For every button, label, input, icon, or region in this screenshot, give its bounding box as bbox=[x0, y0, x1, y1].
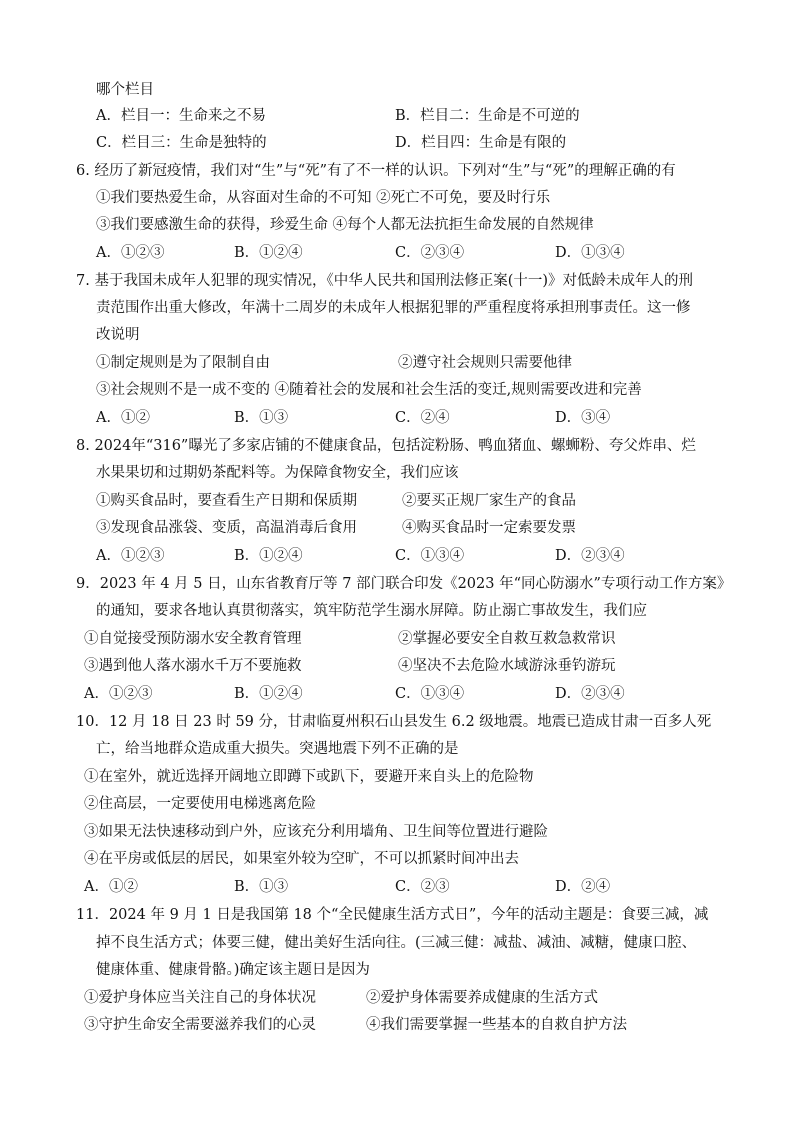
q11-stem-line2: 掉不良生活方式；体要三健，健出美好生活向往。(三减三健：减盐、减油、减糖，健康口腔、 bbox=[96, 935, 697, 951]
q9-option-d: D．②③④ bbox=[555, 686, 625, 702]
q9-item-4: ④坚决不去危险水域游泳垂钓游玩 bbox=[398, 658, 616, 674]
q5-option-c: C．栏目三：生命是独特的 bbox=[96, 135, 267, 151]
q10-item-1: ①在室外，就近选择开阔地立即蹲下或趴下，要避开来自头上的危险物 bbox=[84, 769, 534, 785]
q9-option-a: A．①②③ bbox=[84, 686, 153, 702]
q9-item-1: ①自觉接受预防溺水安全教育管理 bbox=[84, 631, 302, 647]
q7-option-c: C．②④ bbox=[395, 410, 450, 426]
q5-option-b: B．栏目二：生命是不可逆的 bbox=[395, 108, 580, 124]
q9-item-3: ③遇到他人落水溺水千万不要施救 bbox=[84, 658, 302, 674]
q6-stem: 6. 经历了新冠疫情，我们对“生”与“死”有了不一样的认识。下列对“生”与“死”的理解正确的有 bbox=[76, 163, 676, 179]
q11-stem-line1: 11．2024 年 9 月 1 日是我国第 18 个“全民健康生活方式日”，今年的活动主题是：食要三减，减 bbox=[76, 907, 709, 923]
q11-item-1: ①爱护身体应当关注自己的身体状况 bbox=[84, 990, 316, 1006]
q7-items-row2: ③社会规则不是一成不变的 ④随着社会的发展和社会生活的变迁,规则需要改进和完善 bbox=[96, 382, 642, 398]
q9-item-2: ②掌握必要安全自救互救急救常识 bbox=[398, 631, 616, 647]
q6-items-row1: ①我们要热爱生命，从容面对生命的不可知 ②死亡不可免，要及时行乐 bbox=[96, 190, 551, 206]
q6-option-a: A．①②③ bbox=[96, 245, 165, 261]
q9-stem-line1: 9．2023 年 4 月 5 日，山东省教育厅等 7 部门联合印发《2023 年“同心防溺水”专项行动工作方案》 bbox=[76, 576, 732, 592]
q11-item-4: ④我们需要掌握一些基本的自救自护方法 bbox=[366, 1017, 627, 1033]
q11-item-3: ③守护生命安全需要滋养我们的心灵 bbox=[84, 1017, 316, 1033]
q8-stem-line2: 水果果切和过期奶茶配料等。为保障食物安全，我们应该 bbox=[96, 465, 459, 481]
q9-option-b: B．①②④ bbox=[234, 686, 303, 702]
q7-stem-line2: 责范围作出重大修改，年满十二周岁的未成年人根据犯罪的严重程度将承担刑事责任。这一修 bbox=[96, 300, 691, 316]
q10-item-4: ④在平房或低层的居民，如果室外较为空旷，不可以抓紧时间冲出去 bbox=[84, 851, 519, 867]
q10-item-3: ③如果无法快速移动到户外，应该充分利用墙角、卫生间等位置进行避险 bbox=[84, 824, 548, 840]
q10-item-2: ②住高层，一定要使用电梯逃离危险 bbox=[84, 796, 316, 812]
q10-option-a: A．①② bbox=[84, 879, 138, 895]
q7-item-1: ①制定规则是为了限制自由 bbox=[96, 355, 270, 371]
q7-option-a: A．①② bbox=[96, 410, 150, 426]
q10-option-d: D．②④ bbox=[555, 879, 611, 895]
q5-option-a: A．栏目一：生命来之不易 bbox=[96, 108, 266, 124]
q8-option-a: A．①②③ bbox=[96, 548, 165, 564]
q7-stem-line1: 7. 基于我国未成年人犯罪的现实情况，《中华人民共和国刑法修正案(十一)》对低龄未成年人的刑 bbox=[76, 273, 694, 289]
q6-items-row2: ③我们要感激生命的获得，珍爱生命 ④每个人都无法抗拒生命发展的自然规律 bbox=[96, 217, 594, 233]
q11-item-2: ②爱护身体需要养成健康的生活方式 bbox=[366, 990, 598, 1006]
q7-option-d: D．③④ bbox=[555, 410, 611, 426]
q7-option-b: B．①③ bbox=[234, 410, 289, 426]
q8-stem-line1: 8. 2024年“316”曝光了多家店铺的不健康食品，包括淀粉肠、鸭血猪血、螺蛳粉、夸父炸串、烂 bbox=[76, 438, 696, 454]
q10-stem-line1: 10．12 月 18 日 23 时 59 分，甘肃临夏州积石山县发生 6.2 级地震。地震已造成甘肃一百多人死 bbox=[76, 714, 712, 730]
q6-option-b: B．①②④ bbox=[234, 245, 303, 261]
q10-option-c: C．②③ bbox=[395, 879, 450, 895]
q8-option-d: D．②③④ bbox=[555, 548, 625, 564]
q8-item-4: ④购买食品时一定索要发票 bbox=[402, 520, 576, 536]
q10-option-b: B．①③ bbox=[234, 879, 289, 895]
q8-option-c: C．①③④ bbox=[395, 548, 465, 564]
q8-option-b: B．①②④ bbox=[234, 548, 303, 564]
q8-item-1: ①购买食品时，要查看生产日期和保质期 bbox=[96, 493, 357, 509]
q7-stem-line3: 改说明 bbox=[96, 327, 140, 343]
q9-option-c: C．①③④ bbox=[395, 686, 465, 702]
q8-item-2: ②要买正规厂家生产的食品 bbox=[402, 493, 576, 509]
q7-item-2: ②遵守社会规则只需要他律 bbox=[398, 355, 572, 371]
q9-stem-line2: 的通知，要求各地认真贯彻落实，筑牢防范学生溺水屏障。防止溺亡事故发生，我们应 bbox=[96, 603, 647, 619]
q6-option-c: C．②③④ bbox=[395, 245, 465, 261]
q8-item-3: ③发现食品涨袋、变质，高温消毒后食用 bbox=[96, 520, 357, 536]
continued-question-text: 哪个栏目 bbox=[96, 82, 154, 98]
q6-option-d: D．①③④ bbox=[555, 245, 625, 261]
q10-stem-line2: 亡，给当地群众造成重大损失。突遇地震下列不正确的是 bbox=[96, 741, 459, 757]
q5-option-d: D．栏目四：生命是有限的 bbox=[395, 135, 567, 151]
q11-stem-line3: 健康体重、健康骨骼。)确定该主题日是因为 bbox=[96, 962, 370, 978]
